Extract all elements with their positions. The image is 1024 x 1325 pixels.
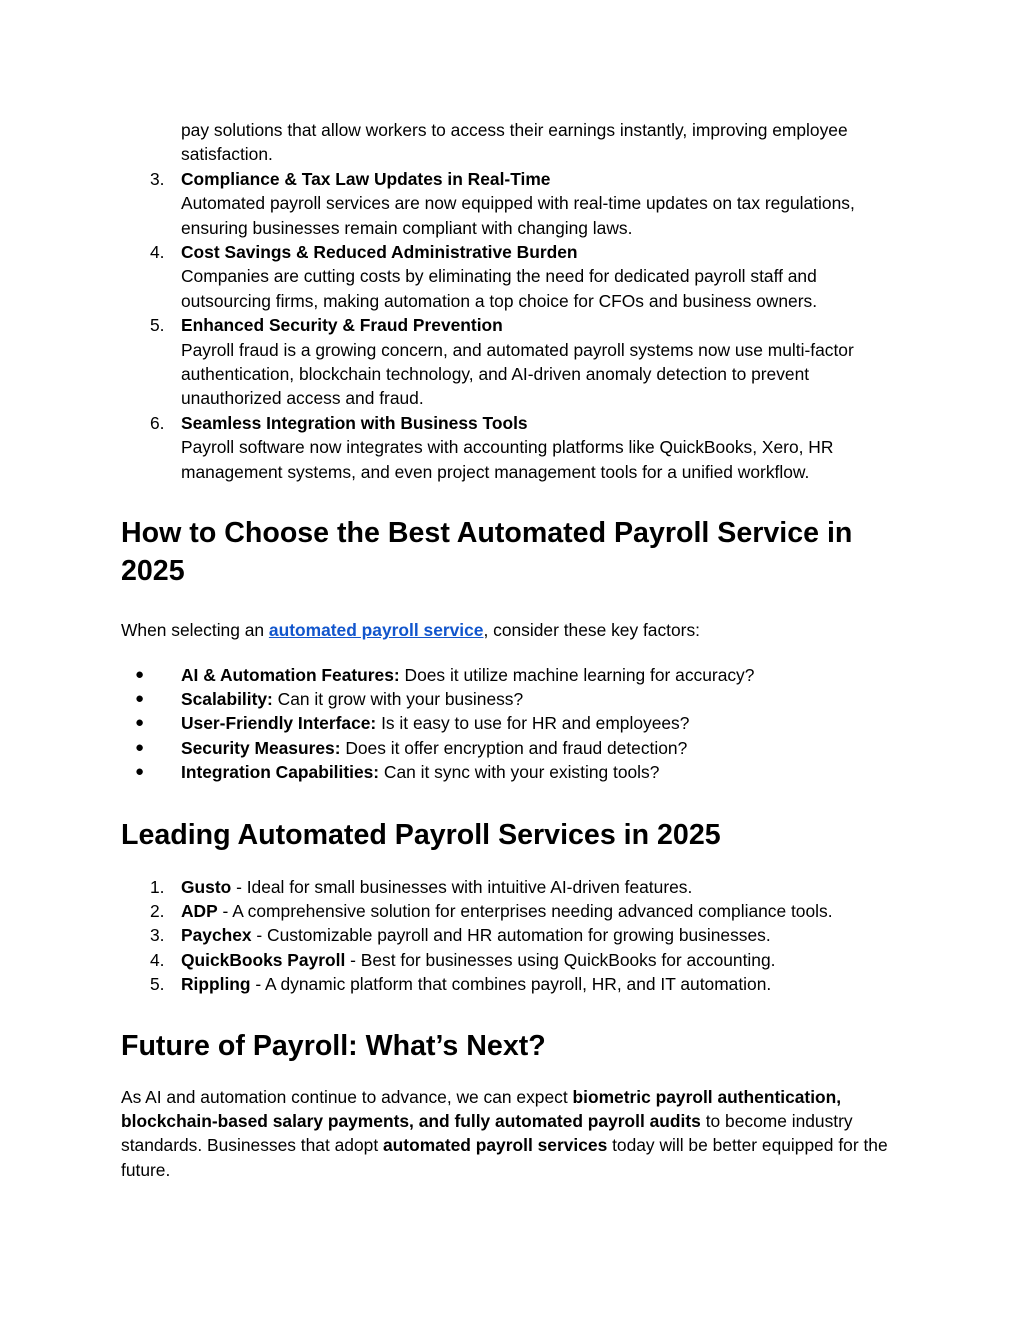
trends-list [121,167,911,484]
future-bold-2: automated payroll services [383,1135,608,1156]
service-item [121,972,911,996]
bullet-icon: ● [135,665,145,683]
factor-item [121,760,911,784]
future-bold-1: biometric payroll authentication, blockchain-based salary payments, and fully automated payroll audits [121,1086,842,1131]
factor-item [121,711,911,735]
service-item [121,948,911,972]
choose-heading: How to Choose the Best Automated Payroll Service in 2025 [121,517,853,588]
choose-intro [121,618,911,642]
service-number: 3. [150,925,165,946]
factor-item [121,663,911,687]
trend-body: Payroll software now integrates with accounting platforms like QuickBooks, Xero, HR management systems, and even project management tools for a unified workflow. [181,437,834,482]
service-name: QuickBooks Payroll [181,949,346,970]
choose-intro-before: When selecting an [121,620,269,641]
bullet-icon: ● [135,714,145,732]
trend-title: Seamless Integration with Business Tools [181,412,528,433]
service-name: Paychex [181,925,252,946]
future-paragraph [121,1085,911,1183]
trend-number: 4. [150,242,165,263]
trend-number: 5. [150,315,165,336]
trend-title: Compliance & Tax Law Updates in Real-Time [181,168,551,189]
factor-label: Integration Capabilities: [181,762,380,783]
future-text-2: to become industry standards. Businesses that adopt [121,1110,853,1156]
bullet-icon: ● [135,738,145,756]
service-number: 5. [150,974,165,995]
list-item-continuation [121,118,911,167]
factor-label: User-Friendly Interface: [181,713,377,734]
service-name: Rippling [181,974,251,995]
service-name: Gusto [181,876,232,897]
leading-heading: Leading Automated Payroll Services in 2025 [121,818,721,851]
factor-item [121,736,911,760]
bullet-icon: ● [135,763,145,781]
service-number: 2. [150,900,165,921]
factor-text: Does it offer encryption and fraud detection? [340,737,688,758]
factor-item [121,687,911,711]
service-text: - A dynamic platform that combines payroll, HR, and IT automation. [250,974,772,995]
trend-number: 3. [150,168,165,189]
trend-body: Payroll fraud is a growing concern, and automated payroll systems now use multi-factor authentication, blockchain technology, and AI-driven anomaly detection to prevent unauthorized access and fraud. [181,339,854,409]
service-item [121,923,911,947]
trend-item [121,411,911,484]
service-number: 1. [150,876,165,897]
trend-item [121,313,911,411]
document-page [121,118,911,1182]
service-item [121,899,911,923]
factor-text: Can it grow with your business? [272,688,524,709]
automated-payroll-service-link[interactable]: automated payroll service [268,620,484,641]
trend-item [121,240,911,313]
factor-label: Security Measures: [181,737,341,758]
trend-body: Automated payroll services are now equipped with real-time updates on tax regulations, ensuring businesses remain compliant with changing laws. [181,193,855,238]
factor-text: Is it easy to use for HR and employees? [376,713,690,734]
service-text: - Best for businesses using QuickBooks for accounting. [345,949,776,970]
trend-body: Companies are cutting costs by eliminating the need for dedicated payroll staff and outsourcing firms, making automation a top choice for CFOs and business owners. [181,266,818,311]
continuation-text: pay solutions that allow workers to access their earnings instantly, improving employee satisfaction. [181,120,848,165]
factor-label: Scalability: [181,688,273,709]
future-text-1: As AI and automation continue to advance, we can expect [121,1086,573,1107]
trend-number: 6. [150,412,165,433]
service-text: - Customizable payroll and HR automation for growing businesses. [251,925,771,946]
factor-label: AI & Automation Features: [181,664,400,685]
factor-text: Does it utilize machine learning for accuracy? [399,664,755,685]
factors-list [121,663,911,785]
service-name: ADP [181,900,218,921]
service-text: - A comprehensive solution for enterprises needing advanced compliance tools. [217,900,833,921]
future-text-3: today will be better equipped for the future. [121,1135,888,1180]
service-text: - Ideal for small businesses with intuitive AI-driven features. [231,876,693,897]
factor-text: Can it sync with your existing tools? [379,762,660,783]
choose-intro-after: , consider these key factors: [483,620,701,641]
bullet-icon: ● [135,689,145,707]
trend-item [121,167,911,240]
future-heading: Future of Payroll: What’s Next? [121,1029,546,1062]
service-item [121,875,911,899]
trend-title: Cost Savings & Reduced Administrative Burden [181,242,578,263]
trend-title: Enhanced Security & Fraud Prevention [181,315,503,336]
service-number: 4. [150,949,165,970]
services-list [121,875,911,997]
